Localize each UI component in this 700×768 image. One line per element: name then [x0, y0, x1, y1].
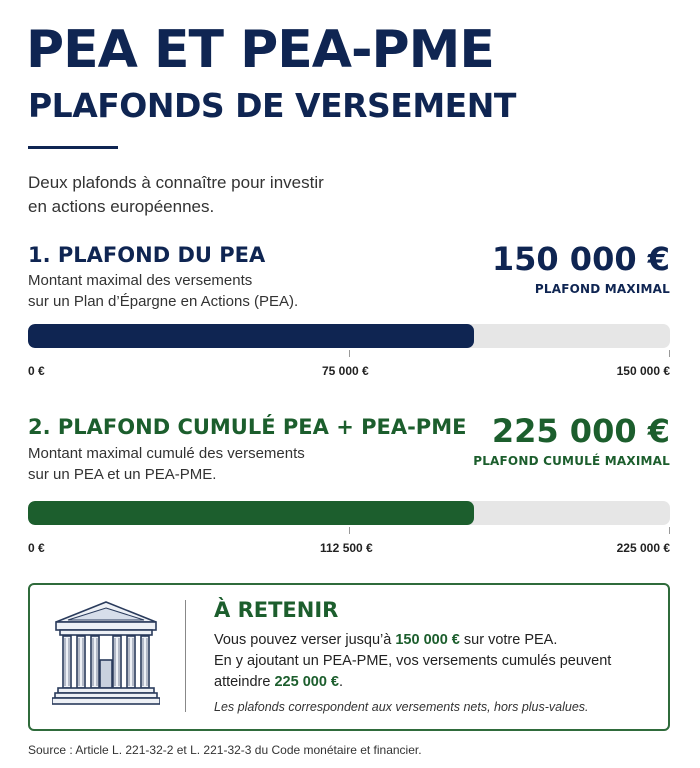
retenir-line-2: En y ajoutant un PEA-PME, vos versements cumulés peuvent [214, 653, 612, 669]
section-2-tick-label-start: 0 € [28, 541, 45, 555]
section-2-amount: 225 000 € [491, 412, 670, 450]
page-title: PEA ET PEA-PME [26, 20, 494, 80]
page-subtitle: PLAFONDS DE VERSEMENT [28, 86, 516, 125]
retenir-line-1 [214, 629, 654, 651]
section-1-tick-label-mid: 75 000 € [322, 364, 369, 378]
section-2-progress-fill [28, 501, 474, 525]
retenir-title: À RETENIR [214, 598, 339, 622]
retenir-pea-amount: 150 000 € [395, 632, 460, 648]
section-1-progress-fill [28, 324, 474, 348]
section-2-tick-label-mid: 112 500 € [320, 541, 373, 555]
section-1-progress-track [28, 324, 670, 348]
section-2-progress-track [28, 501, 670, 525]
section-1-description [28, 270, 358, 312]
section-1-tick-label-end: 150 000 € [616, 364, 670, 378]
retenir-line-3-pre: atteindre [214, 674, 275, 690]
section-1-amount-label: PLAFOND MAXIMAL [534, 282, 670, 296]
section-1-desc-line-1: Montant maximal des versements [28, 272, 253, 289]
retenir-cumul-amount: 225 000 € [274, 674, 339, 690]
title-divider [28, 146, 118, 149]
retenir-line-3 [214, 671, 654, 693]
intro-text [28, 171, 408, 219]
section-2-title: 2. PLAFOND CUMULÉ PEA + PEA-PME [28, 415, 467, 439]
retenir-line-3-post: . [338, 674, 344, 690]
section-2-end-tick [669, 527, 670, 534]
intro-line-1: Deux plafonds à connaître pour investir [28, 173, 324, 192]
section-1-desc-line-2: sur un Plan d’Épargne en Actions (PEA). [28, 293, 299, 310]
bank-building-icon [52, 600, 160, 710]
retenir-divider [185, 600, 186, 712]
intro-line-2: en actions européennes. [28, 197, 215, 216]
section-2-desc-line-2: sur un PEA et un PEA-PME. [28, 466, 217, 483]
source-citation: Source : Article L. 221-32-2 et L. 221-32-3 du Code monétaire et financier. [28, 743, 422, 757]
section-1-amount: 150 000 € [491, 240, 670, 278]
section-1-title: 1. PLAFOND DU PEA [28, 243, 266, 267]
section-1-mid-tick [349, 350, 350, 357]
section-1-tick-label-start: 0 € [28, 364, 45, 378]
section-2-tick-label-end: 225 000 € [616, 541, 670, 555]
retenir-line-1-pre: Vous pouvez verser jusqu’à [214, 632, 396, 648]
section-2-amount-label: PLAFOND CUMULÉ MAXIMAL [473, 454, 670, 468]
section-2-desc-line-1: Montant maximal cumulé des versements [28, 445, 305, 462]
section-2-mid-tick [349, 527, 350, 534]
retenir-line-1-post: sur votre PEA. [459, 632, 558, 648]
section-1-end-tick [669, 350, 670, 357]
retenir-note: Les plafonds correspondent aux versements nets, hors plus-values. [214, 700, 589, 714]
section-2-description [28, 443, 358, 485]
